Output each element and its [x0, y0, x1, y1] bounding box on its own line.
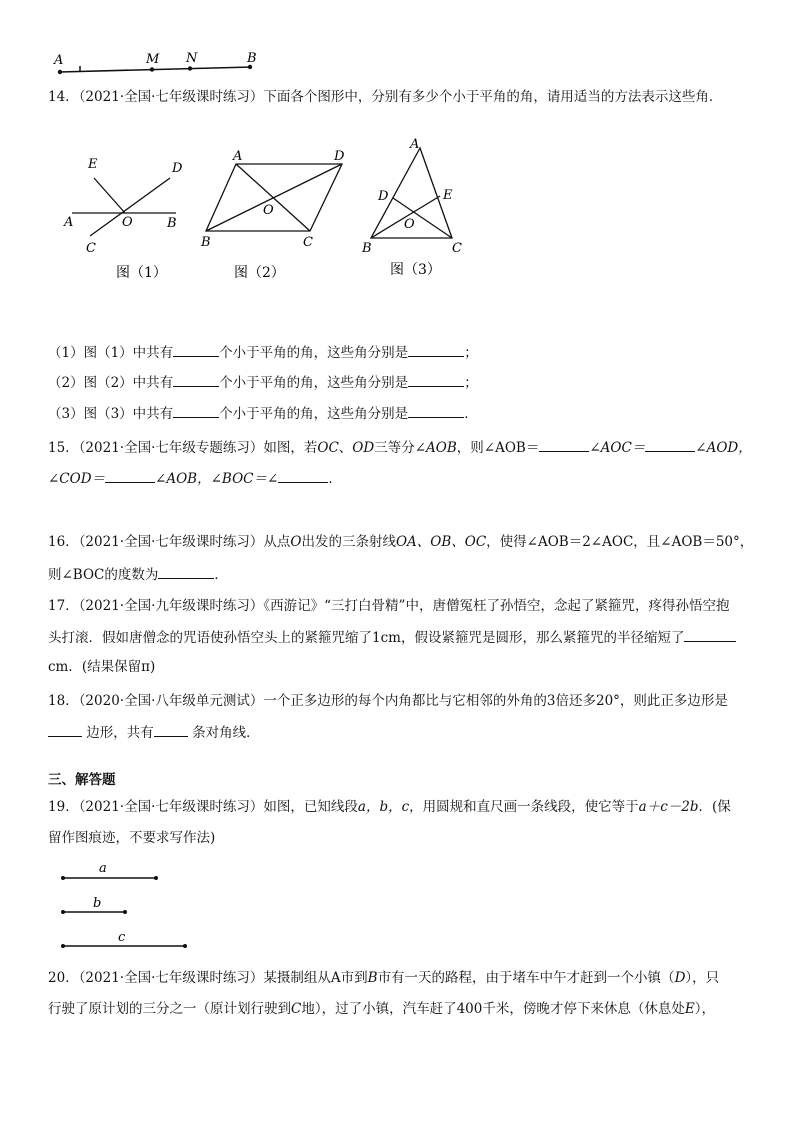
fig1-label-b: B — [167, 216, 177, 231]
q17-line-2: 头打滚．假如唐僧念的咒语使孙悟空头上的紧箍咒缩了1cm，假设紧箍咒是圆形，那么紧箍咒的半径缩短了 — [48, 628, 736, 647]
label-m: M — [146, 52, 160, 67]
fig3-label-c: C — [452, 241, 462, 256]
fig1-label-e: E — [88, 157, 98, 172]
section-title: 三、解答题 — [48, 772, 116, 788]
segment-c-label: c — [118, 930, 126, 945]
fig2-caption: 图（2） — [234, 265, 285, 281]
label-n: N — [186, 51, 198, 66]
q15-line-2: ∠COD＝ ∠AOB，∠BOC＝∠ ． — [48, 471, 342, 487]
q18-line-1: 18．（2020·全国·八年级单元测试）一个正多边形的每个内角都比与它相邻的外角的3倍还多20°，则此正多边形是 — [48, 693, 728, 709]
endpoint — [61, 876, 65, 880]
q14-part-3: （3）图（3）中共有 个小于平角的角，这些角分别是 ． — [48, 406, 478, 422]
fig1-label-o: O — [122, 215, 133, 230]
fig2-label-b: B — [201, 235, 211, 250]
label-a: A — [54, 53, 64, 68]
q14-stem: 14．（2021·全国·七年级课时练习）下面各个图形中，分别有多少个小于平角的角，请用适当的方法表示这些角． — [48, 89, 723, 105]
fig3-label-b: B — [362, 241, 372, 256]
fig2-label-c: C — [303, 235, 313, 250]
label-b: B — [247, 51, 257, 66]
endpoint — [61, 910, 65, 914]
segment-a-label: a — [99, 861, 107, 876]
fig1-label-c: C — [86, 241, 96, 256]
endpoint — [123, 910, 127, 914]
fig2-label-d: D — [334, 149, 345, 164]
fig1-caption: 图（1） — [116, 265, 167, 281]
endpoint — [183, 944, 187, 948]
fig3-caption: 图（3） — [390, 262, 441, 278]
q14-part-2: （2）图（2）中共有 个小于平角的角，这些角分别是 ； — [48, 375, 478, 391]
fig2-label-a: A — [233, 149, 243, 164]
endpoint — [61, 944, 65, 948]
fig2-label-o: O — [263, 203, 274, 218]
q19-line-1: 19．（2021·全国·七年级课时练习）如图，已知线段a，b，c，用圆规和直尺画一条线段，使它等于a＋c－2b．(保 — [48, 799, 731, 815]
segment-b-label: b — [93, 896, 102, 911]
q14-part-1: （1）图（1）中共有 个小于平角的角，这些角分别是 ； — [48, 345, 478, 361]
endpoint — [154, 876, 158, 880]
fig3-label-e: E — [443, 188, 453, 203]
q15-line-1: 15．（2021·全国·七年级专题练习）如图，若OC、OD三等分∠AOB，则∠AOB＝ ∠AOC＝ ∠AOD， — [48, 440, 752, 456]
q19-line-2: 留作图痕迹，不要求写作法) — [48, 830, 216, 846]
q17-line-1: 17．（2021·全国·九年级课时练习）《西游记》“三打白骨精”中，唐僧冤枉了孙悟空，念起了紧箍咒，疼得孙悟空抱 — [48, 598, 730, 614]
fig3-label-d: D — [378, 189, 389, 204]
fig1-label-d: D — [172, 161, 183, 176]
fig3-label-a: A — [410, 137, 420, 152]
q17-line-3: cm．(结果保留π) — [48, 659, 156, 675]
fig1-label-a: A — [64, 215, 74, 230]
q20-line-2: 行驶了原计划的三分之一（原计划行驶到C地），过了小镇，汽车赶了400千米，傍晚才停下来休息（休息处E）， — [48, 1001, 715, 1017]
fig3-label-o: O — [404, 217, 415, 232]
q18-line-2: 边形，共有 条对角线． — [48, 723, 260, 742]
q16-line-1: 16．（2021·全国·七年级课时练习）从点O出发的三条射线OA、OB、OC，使得∠AOB＝2∠AOC，且∠AOB＝50°， — [48, 534, 754, 550]
q16-line-2: 则∠BOC的度数为 ． — [48, 567, 228, 583]
q20-line-1: 20．（2021·全国·七年级课时练习）某摄制组从A市到B市有一天的路程，由于堵车中午才赶到一个小镇（D），只 — [48, 970, 720, 986]
